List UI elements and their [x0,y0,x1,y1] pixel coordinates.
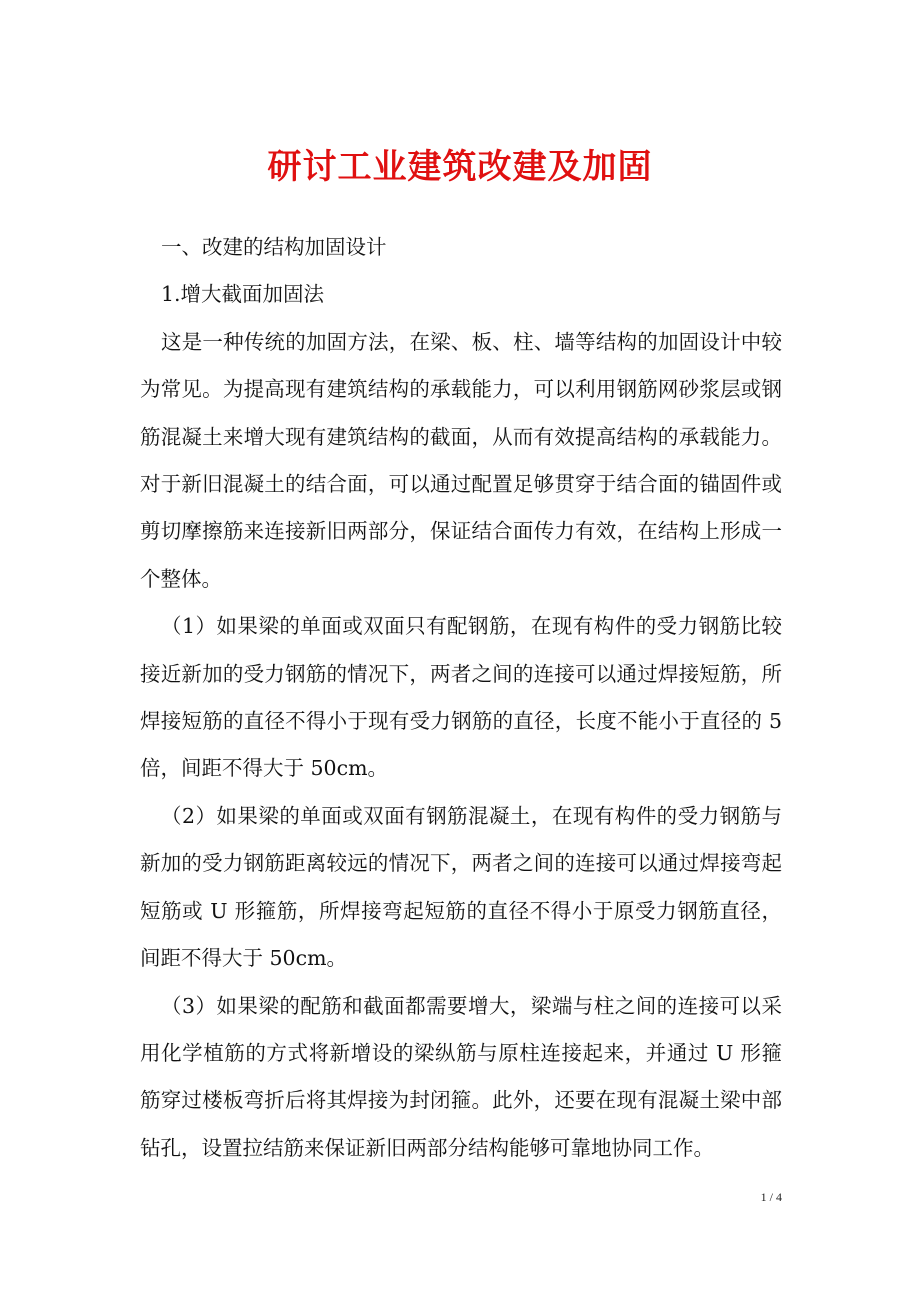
paragraph-item-1: （1）如果梁的单面或双面只有配钢筋，在现有构件的受力钢筋比较接近新加的受力钢筋的情况下，两者之间的连接可以通过焊接短筋，所焊接短筋的直径不得小于现有受力钢筋的直径，长度不能小于直径的 5 倍，间距不得大于 50cm。 [140,614,782,781]
paragraph-item-3: （3）如果梁的配筋和截面都需要增大，梁端与柱之间的连接可以采用化学植筋的方式将新增设的梁纵筋与原柱连接起来，并通过 U 形箍筋穿过楼板弯折后将其焊接为封闭箍。此外，还要在现有混凝土梁中部钻孔，设置拉结筋来保证新旧两部分结构能够可靠地协同工作。 [140,993,782,1160]
paragraph-item-2: （2）如果梁的单面或双面有钢筋混凝土，在现有构件的受力钢筋与新加的受力钢筋距离较远的情况下，两者之间的连接可以通过焊接弯起短筋或 U 形箍筋，所焊接弯起短筋的直径不得小于原受力钢筋直径，间距不得大于 50cm。 [140,803,782,971]
document-title: 研讨工业建筑改建及加固 [267,147,653,187]
document-body [140,224,782,1172]
subsection-heading: 1.增大截面加固法 [161,282,325,307]
paragraph-intro: 这是一种传统的加固方法，在梁、板、柱、墙等结构的加固设计中较为常见。为提高现有建筑结构的承载能力，可以利用钢筋网砂浆层或钢筋混凝土来增大现有建筑结构的截面，从而有效提高结构的承载能力。对于新旧混凝土的结合面，可以通过配置足够贯穿于结合面的锚固件或剪切摩擦筋来连接新旧两部分，保证结合面传力有效，在结构上形成一个整体。 [140,329,782,591]
section-heading: 一、改建的结构加固设计 [161,235,387,259]
page-number: 1 / 4 [760,1190,782,1204]
